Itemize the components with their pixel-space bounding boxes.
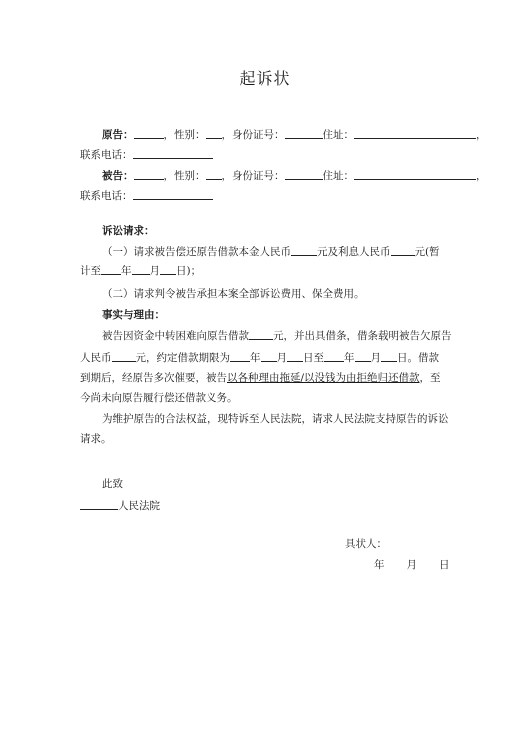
facts-line-2 bbox=[80, 350, 439, 366]
blank-id bbox=[285, 168, 323, 180]
blank-id bbox=[285, 127, 323, 139]
date-month: 月 bbox=[406, 559, 417, 571]
blank-month bbox=[132, 263, 150, 275]
facts-text: 月 bbox=[370, 352, 381, 364]
court-label: 人民法院 bbox=[118, 500, 160, 512]
blank-address bbox=[354, 168, 476, 180]
id-label: ，身份证号： bbox=[221, 170, 285, 182]
blank-day bbox=[160, 263, 176, 275]
plaintiff-phone-line bbox=[80, 147, 213, 163]
blank-month bbox=[355, 350, 371, 362]
blank-gender bbox=[206, 127, 222, 139]
facts-line-4: 今尚未向原告履行偿还借款义务。 bbox=[80, 392, 238, 404]
plaintiff-line bbox=[102, 127, 487, 143]
facts-heading: 事实与理由： bbox=[102, 309, 165, 321]
claim-text: 元及利息人民币 bbox=[317, 246, 391, 258]
blank-day bbox=[381, 350, 397, 362]
facts-text: 被告因资金中转困难向原告借款 bbox=[102, 330, 249, 342]
blank-address bbox=[354, 127, 476, 139]
defendant-line bbox=[102, 168, 487, 184]
id-label: ，身份证号： bbox=[221, 129, 285, 141]
date-day: 日 bbox=[439, 559, 450, 571]
claim-item-2: （二）请求判令被告承担本案全部诉讼费用、保全费用。 bbox=[102, 288, 365, 300]
page-title: 起诉状 bbox=[239, 69, 291, 88]
blank-amount bbox=[249, 328, 273, 340]
blank-amount bbox=[112, 350, 136, 362]
facts-underlined-text: 以各种理由拖延/以没钱为由拒绝归还借款 bbox=[227, 372, 420, 384]
blank-year bbox=[324, 350, 344, 362]
facts-line-5: 为维护原告的合法权益，现特诉至人民法院，请求人民法院支持原告的诉讼 bbox=[102, 413, 449, 425]
blank-name bbox=[134, 168, 164, 180]
phone-label: 联系电话： bbox=[80, 149, 133, 161]
claim-text: 计至 bbox=[80, 265, 101, 277]
facts-line-1 bbox=[102, 328, 452, 344]
blank-principal bbox=[291, 244, 317, 256]
phone-label: 联系电话： bbox=[80, 190, 133, 202]
claim-text: （一）请求被告偿还原告借款本金人民币 bbox=[102, 246, 291, 258]
claim-item-1 bbox=[102, 244, 440, 260]
address-label: 住址： bbox=[322, 170, 354, 182]
blank-gender bbox=[206, 168, 222, 180]
blank-year bbox=[101, 263, 121, 275]
blank-interest bbox=[391, 244, 415, 256]
facts-text: 人民币 bbox=[80, 352, 112, 364]
facts-text: 元，并出具借条，借条载明被告欠原告 bbox=[273, 330, 452, 342]
blank-year bbox=[230, 350, 250, 362]
claim-text: 月 bbox=[149, 265, 160, 277]
gender-label: ，性别： bbox=[163, 170, 206, 182]
facts-text: ，至 bbox=[419, 372, 441, 384]
claim-text: 年 bbox=[121, 265, 132, 277]
gender-label: ，性别： bbox=[163, 129, 206, 141]
facts-text: 元，约定借款期限为 bbox=[135, 352, 230, 364]
claims-heading: 诉讼请求： bbox=[102, 225, 155, 237]
signature-date bbox=[374, 558, 450, 573]
plaintiff-label: 原告： bbox=[102, 129, 134, 141]
comma: ， bbox=[476, 170, 487, 182]
blank-month bbox=[261, 350, 277, 362]
defendant-label: 被告： bbox=[102, 170, 134, 182]
claim-item-1-cont bbox=[80, 263, 201, 279]
blank-phone bbox=[133, 188, 213, 200]
blank-name bbox=[134, 127, 164, 139]
facts-line-3 bbox=[80, 371, 441, 386]
defendant-phone-line bbox=[80, 188, 213, 204]
facts-text: 日至 bbox=[303, 352, 324, 364]
comma: ， bbox=[476, 129, 487, 141]
blank-court bbox=[80, 498, 118, 510]
blank-phone bbox=[133, 147, 213, 159]
claim-text: 元(暂 bbox=[414, 246, 440, 258]
facts-text: 到期后，经原告多次催要，被告 bbox=[80, 372, 227, 384]
facts-text: 日。借款 bbox=[397, 352, 439, 364]
date-year: 年 bbox=[374, 559, 385, 571]
facts-text: 年 bbox=[250, 352, 261, 364]
facts-line-6: 请求。 bbox=[80, 433, 112, 445]
blank-day bbox=[287, 350, 303, 362]
signer-label: 具状人： bbox=[345, 538, 387, 550]
address-label: 住址： bbox=[322, 129, 354, 141]
claim-text: 日)； bbox=[176, 265, 202, 277]
facts-text: 年 bbox=[344, 352, 355, 364]
facts-text: 月 bbox=[276, 352, 287, 364]
court-line bbox=[80, 498, 160, 514]
cizhi: 此致 bbox=[102, 478, 123, 490]
